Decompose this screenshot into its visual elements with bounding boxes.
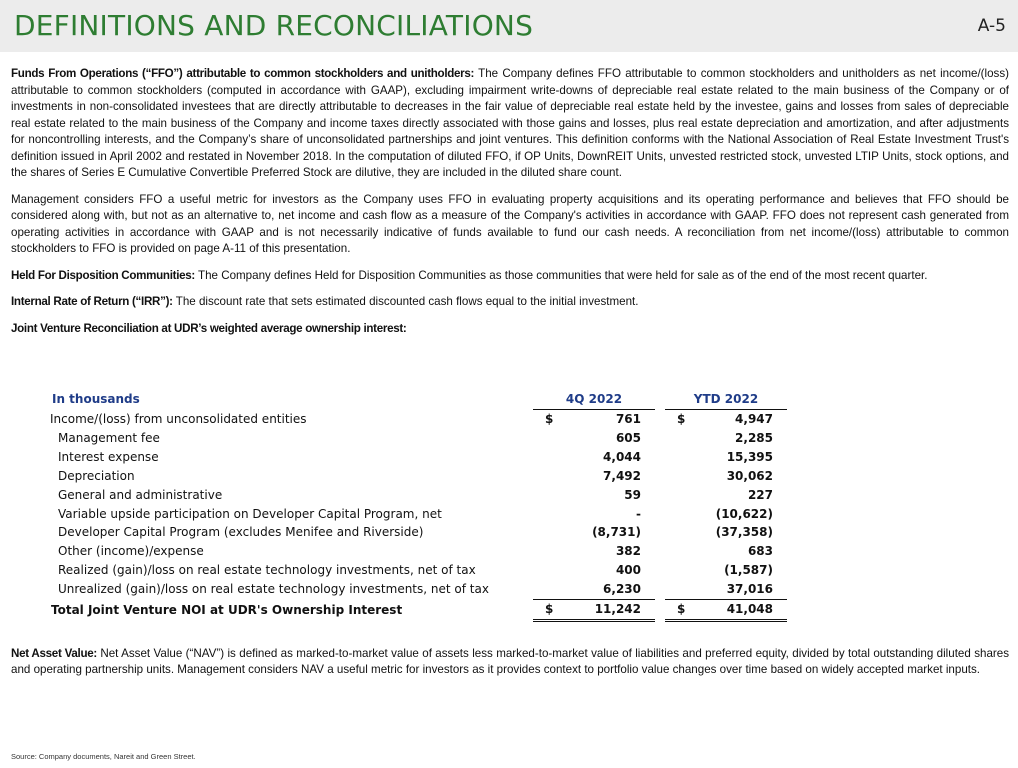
total-value-4q: 11,242 xyxy=(567,600,655,621)
nav-definition xyxy=(11,646,1009,679)
row-value-4q: 400 xyxy=(615,563,641,578)
row-currency-ytd xyxy=(665,542,699,561)
row-value-4q: 761 xyxy=(615,412,641,426)
row-currency-ytd xyxy=(665,505,699,524)
table-row xyxy=(40,561,787,580)
table-row xyxy=(40,467,787,486)
row-value-4q: 59 xyxy=(624,487,641,502)
row-value-4q: 6,230 xyxy=(603,582,641,597)
hfd-term: Held For Disposition Communities: xyxy=(11,268,195,282)
hfd-text: The Company defines Held for Disposition Communities as those communities that were held for sale as of the end of the most recent quarter. xyxy=(194,268,928,282)
row-label: Unrealized (gain)/loss on real estate technology investments, net of tax xyxy=(58,582,489,597)
row-value-4q: 4,044 xyxy=(603,449,641,464)
total-currency-4q: $ xyxy=(533,600,567,621)
row-currency-4q xyxy=(533,505,567,524)
table-row xyxy=(40,505,787,524)
row-currency-ytd xyxy=(665,467,699,486)
row-value-4q: (8,731) xyxy=(592,525,641,540)
row-currency-4q xyxy=(533,561,567,580)
row-label: Developer Capital Program (excludes Menifee and Riverside) xyxy=(58,525,424,540)
row-currency-4q xyxy=(533,467,567,486)
source-note: Source: Company documents, Nareit and Green Street. xyxy=(11,752,196,761)
nav-term: Net Asset Value: xyxy=(11,646,97,660)
hfd-definition xyxy=(11,268,1009,285)
row-value-ytd: 4,947 xyxy=(735,412,773,426)
row-currency-ytd: $ xyxy=(677,412,686,426)
row-currency-ytd xyxy=(665,580,699,599)
table-row xyxy=(40,486,787,505)
row-currency-ytd xyxy=(665,448,699,467)
table-row xyxy=(40,410,787,429)
row-value-4q: 7,492 xyxy=(603,468,641,483)
row-currency-4q xyxy=(533,448,567,467)
row-value-ytd: 683 xyxy=(747,544,773,559)
total-label: Total Joint Venture NOI at UDR's Ownership Interest xyxy=(51,602,403,617)
row-label: Income/(loss) from unconsolidated entities xyxy=(50,411,307,426)
row-value-ytd: 227 xyxy=(747,487,773,502)
row-value-ytd: (37,358) xyxy=(715,525,773,540)
row-currency-ytd xyxy=(665,523,699,542)
row-currency-4q xyxy=(533,542,567,561)
row-value-ytd: (10,622) xyxy=(715,506,773,521)
ffo-text: The Company defines FFO attributable to common stockholders and unitholders as net income/(loss) attributable to common stockholders (computed in accordance with GAAP), excluding impairment write-downs of depreciable real estate related to the main business of the Company or of investments in non-consolidated investees that are directly attributable to decreases in the fair value of depreciable real estate held by the investee, gains and losses from sales of depreciable real estate related to the main business of the Company and income taxes directly associated with those gains and losses, plus real estate depreciation and amortization, and after adjustments for noncontrolling interests, and the Company’s share of unconsolidated partnerships and joint ventures. This definition conforms with the National Association of Real Estate Investment Trust's definition issued in April 2002 and restated in November 2018. In the computation of diluted FFO, if OP Units, DownREIT Units, unvested restricted stock, unvested LTIP Units, stock options, and the shares of Series E Cumulative Convertible Preferred Stock are dilutive, they are included in the diluted share count. xyxy=(11,67,1009,179)
row-value-ytd: 15,395 xyxy=(726,449,773,464)
irr-definition xyxy=(11,294,1009,311)
irr-term: Internal Rate of Return (“IRR”): xyxy=(11,295,173,308)
row-currency-ytd xyxy=(665,429,699,448)
ffo-definition xyxy=(11,66,1009,182)
row-value-4q: 605 xyxy=(615,430,641,445)
ffo-term: Funds From Operations (“FFO”) attributable to common stockholders and unitholders: xyxy=(11,67,475,80)
ffo-management-paragraph: Management considers FFO a useful metric for investors as the Company uses FFO in evaluating property acquisitions and its operating performance and believes that FFO should be considered along with, but not as an alternative to, net income and cash flow as a measure of the Company's activities in accordance with GAAP. FFO does not represent cash generated from operating activities in accordance with GAAP and is not necessarily indicative of funds available to fund our cash needs. A reconciliation from net income/(loss) attributable to common stockholders to FFO is provided on page A-11 of this presentation. xyxy=(11,192,1009,255)
row-label: Other (income)/expense xyxy=(58,544,204,559)
nav-text: Net Asset Value (“NAV”) is defined as marked-to-market value of assets less marked-to-market value of liabilities and preferred equity, divided by total outstanding diluted shares and operating partnership units. Management considers NAV a useful metric for investors as it provides context to portfolio value changes over time based on widely accepted market inputs. xyxy=(11,646,1009,677)
row-value-4q: - xyxy=(636,506,641,521)
row-value-ytd: 37,016 xyxy=(726,582,773,597)
table-row xyxy=(40,580,787,599)
row-currency-4q: $ xyxy=(545,412,554,426)
table-header-row xyxy=(40,389,787,410)
row-currency-4q xyxy=(533,486,567,505)
row-currency-4q xyxy=(533,580,567,599)
table-body xyxy=(40,410,787,600)
table-row xyxy=(40,542,787,561)
table-row xyxy=(40,448,787,467)
row-label: General and administrative xyxy=(58,487,223,502)
total-row xyxy=(40,600,787,621)
row-value-ytd: 2,285 xyxy=(735,430,773,445)
col-header-4q: 4Q 2022 xyxy=(533,389,655,410)
header-label: In thousands xyxy=(52,392,140,407)
page-title: DEFINITIONS AND RECONCILIATIONS xyxy=(14,9,534,42)
page-number: A-5 xyxy=(977,16,1006,36)
definitions-content xyxy=(11,66,1009,343)
row-value-ytd: (1,587) xyxy=(724,563,773,578)
row-currency-ytd xyxy=(665,486,699,505)
table-row xyxy=(40,523,787,542)
row-value-4q: 382 xyxy=(615,544,641,559)
col-header-ytd: YTD 2022 xyxy=(665,389,787,410)
irr-text: The discount rate that sets estimated discounted cash flows equal to the initial investment. xyxy=(172,295,639,308)
row-currency-4q xyxy=(533,523,567,542)
total-value-ytd: 41,048 xyxy=(699,600,787,621)
row-label: Depreciation xyxy=(58,468,135,483)
jv-reconciliation-table xyxy=(40,389,787,622)
jv-heading: Joint Venture Reconciliation at UDR’s weighted average ownership interest: xyxy=(11,321,407,335)
row-label: Management fee xyxy=(58,430,160,445)
row-value-ytd: 30,062 xyxy=(726,468,773,483)
header-bar xyxy=(0,0,1018,52)
row-currency-ytd xyxy=(665,561,699,580)
total-currency-ytd: $ xyxy=(665,600,699,621)
row-label: Realized (gain)/loss on real estate technology investments, net of tax xyxy=(58,563,476,578)
table-row xyxy=(40,429,787,448)
row-label: Variable upside participation on Developer Capital Program, net xyxy=(58,506,442,521)
row-currency-4q xyxy=(533,429,567,448)
row-label: Interest expense xyxy=(58,449,159,464)
